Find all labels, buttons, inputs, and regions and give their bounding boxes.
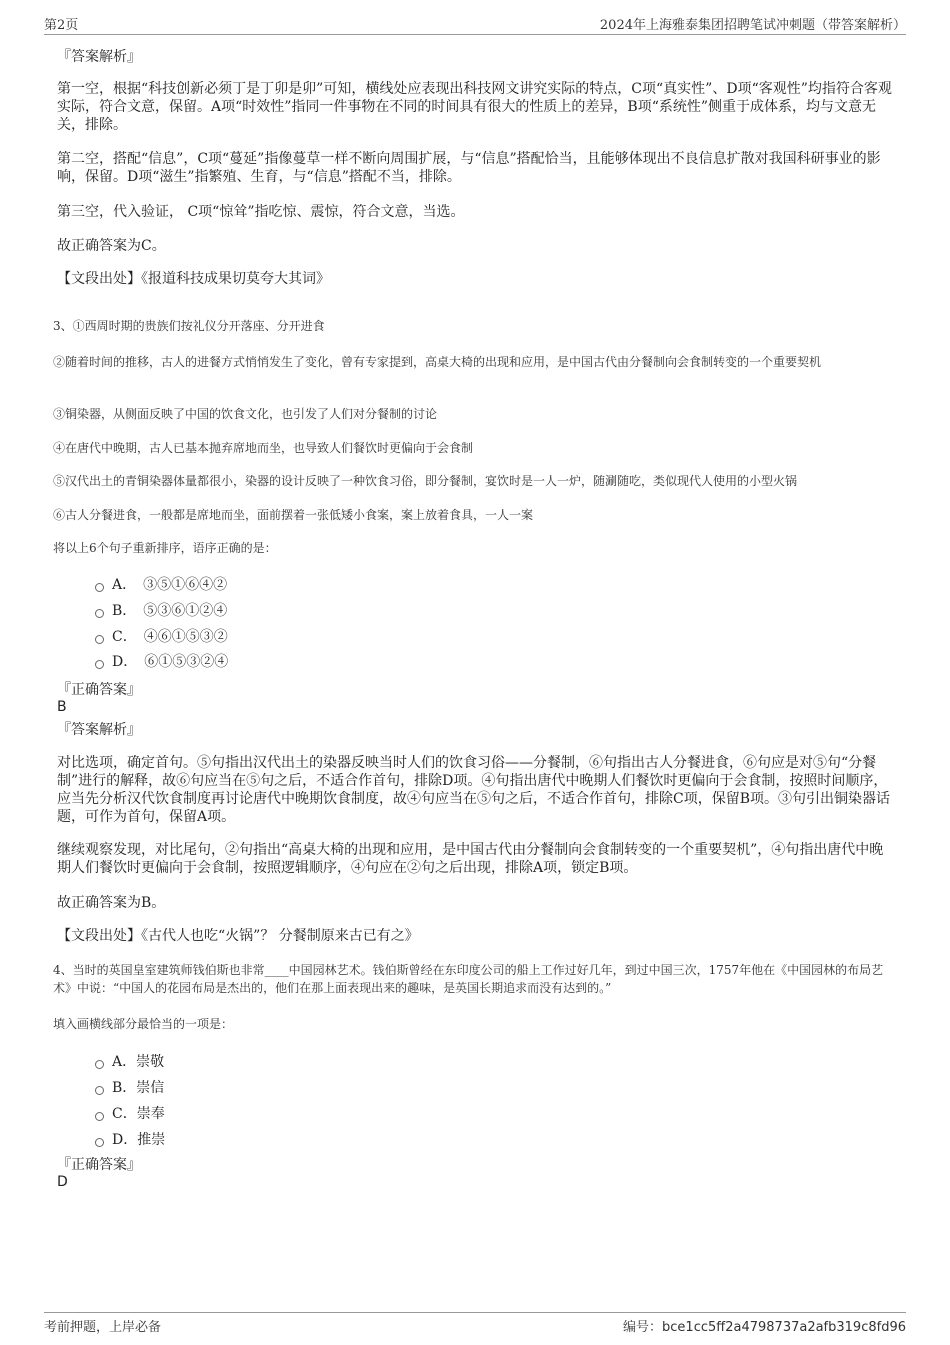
page-footer [44,1312,906,1337]
option-label: D．推崇 [112,1132,166,1148]
question-prompt: 填入画横线部分最恰当的一项是： [53,1017,234,1031]
option-d[interactable] [95,653,228,671]
code-value: bce1cc5ff2a4798737a2afb319c8fd96 [662,1320,906,1335]
radio-icon[interactable] [95,1138,104,1147]
radio-icon[interactable] [95,609,104,618]
question-sentence: ⑥古人分餐进食，一般都是席地而坐，面前摆着一张低矮小食案，案上放着食具，一人一案 [53,508,534,522]
question-sentence: 3、①西周时期的贵族们按礼仪分开落座、分开进食 [53,319,325,333]
question-stem: 4、当时的英国皇室建筑师钱伯斯也非常____中国园林艺术。钱伯斯曾经在东印度公司的船上工作过好几年，到过中国三次，1757年他在《中国园林的布局艺术》中说：“中国人的花园布局是杰出的，他们在那上面表现出来的趣味，是英国长期追求而没有达到的。” [53,963,884,995]
document-code [623,1316,906,1335]
question-sentence: ③铜染器，从侧面反映了中国的饮食文化，也引发了人们对分餐制的讨论 [53,407,438,421]
analysis-paragraph: 第一空，根据“科技创新必须丁是丁卯是卯”可知，横线处应表现出科技网文讲究实际的特点，C项“真实性”、D项“客观性”均指符合客观实际，符合文意，保留。A项“时效性”指同一件事物在不同的时间具有很大的性质上的差异，B项“系统性”侧重于成体系，均与文意无关，排除。 [57,81,892,133]
option-label: A． ③⑤①⑥④② [112,577,228,593]
answer-value: B [57,699,67,715]
radio-icon[interactable] [95,1086,104,1095]
analysis-conclusion: 故正确答案为B。 [57,895,166,911]
option-c[interactable] [95,628,228,646]
radio-icon[interactable] [95,583,104,592]
radio-icon[interactable] [95,1112,104,1121]
question-sentence: ④在唐代中晚期，古人已基本抛弃席地而坐，也导致人们餐饮时更偏向于会食制 [53,441,474,455]
analysis-paragraph: 对比选项，确定首句。⑤句指出汉代出土的染器反映当时人们的饮食习俗——分餐制，⑥句指出古人分餐进食，⑥句应是对⑤句“分餐制”进行的解释，故⑥句应当在⑤句之后，不适合作首句，排除D项。④句指出唐代中晚期人们餐饮时更偏向于会食制，按照时间顺序，应当先分析汉代饮食制度再讨论唐代中晚期饮食制度，故④句应当在⑤句之后，不适合作首句，排除C项，保留B项。③句引出铜染器话题，可作为首句，保留A项。 [57,755,890,825]
question-sentence: ⑤汉代出土的青铜染器体量都很小，染器的设计反映了一种饮食习俗，即分餐制，宴饮时是一人一炉，随涮随吃，类似现代人使用的小型火锅 [53,474,798,488]
question-sentence: ②随着时间的推移，古人的进餐方式悄悄发生了变化，曾有专家提到，高桌大椅的出现和应用，是中国古代由分餐制向会食制转变的一个重要契机 [53,355,822,369]
analysis-paragraph: 第三空，代入验证， C项“惊耸”指吃惊、震惊，符合文意，当选。 [57,204,465,220]
option-label: C．崇奉 [112,1106,165,1122]
option-b[interactable] [95,1079,164,1097]
document-title: 2024年上海雅泰集团招聘笔试冲刺题（带答案解析） [599,18,906,33]
option-c[interactable] [95,1105,165,1123]
option-label: D． ⑥①⑤③②④ [112,654,229,670]
source-citation: 【文段出处】《报道科技成果切莫夸大其词》 [57,271,330,287]
analysis-paragraph: 第二空，搭配“信息”，C项“蔓延”指像蔓草一样不断向周围扩展，与“信息”搭配恰当，且能够体现出不良信息扩散对我国科研事业的影响，保留。D项“滋生”指繁殖、生育，与“信息”搭配不当，排除。 [57,151,881,185]
code-label: 编号： [623,1320,663,1335]
answer-value: D [57,1174,68,1190]
source-citation: 【文段出处】《古代人也吃“火锅”？ 分餐制原来古已有之》 [57,928,419,944]
option-label: B．崇信 [112,1080,165,1096]
analysis-label: 『答案解析』 [57,722,141,738]
page-number: 第2页 [44,18,79,33]
option-b[interactable] [95,602,227,620]
answer-label: 『正确答案』 [57,1157,141,1173]
answer-label: 『正确答案』 [57,682,141,698]
page-header [44,12,906,35]
question-prompt: 将以上6个句子重新排序，语序正确的是： [53,541,277,555]
footer-slogan: 考前押题，上岸必备 [44,1320,162,1335]
radio-icon[interactable] [95,660,104,669]
option-label: B． ⑤③⑥①②④ [112,603,228,619]
analysis-label: 『答案解析』 [57,49,141,65]
option-d[interactable] [95,1131,165,1149]
option-a[interactable] [95,576,227,594]
radio-icon[interactable] [95,1060,104,1069]
option-a[interactable] [95,1053,164,1071]
radio-icon[interactable] [95,635,104,644]
option-label: C． ④⑥①⑤③② [112,629,228,645]
option-label: A．崇敬 [112,1054,165,1070]
analysis-conclusion: 故正确答案为C。 [57,238,166,254]
analysis-paragraph: 继续观察发现，对比尾句，②句指出“高桌大椅的出现和应用，是中国古代由分餐制向会食制转变的一个重要契机”，④句指出唐代中晚期人们餐饮时更偏向于会食制，按照逻辑顺序，④句应在②句之后出现，排除A项，锁定B项。 [57,842,884,876]
